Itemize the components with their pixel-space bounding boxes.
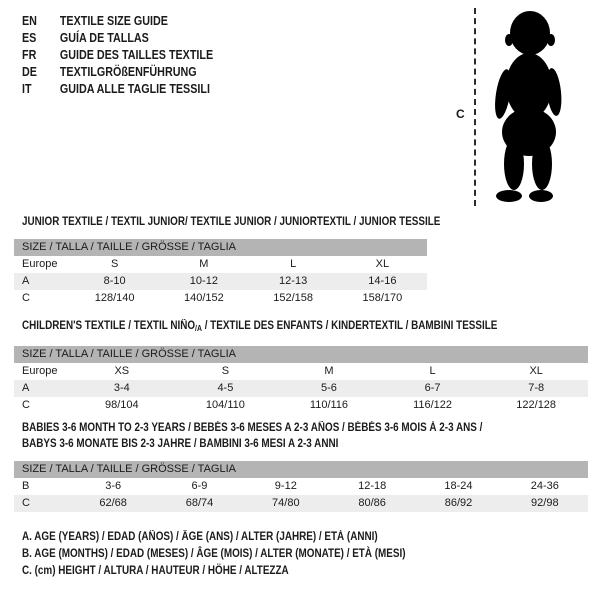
size-cell: 86/92 [444,497,473,509]
row-label: C [22,399,30,411]
size-cell: 6-9 [191,480,208,492]
language-code: FR [22,48,37,62]
language-code: EN [22,14,37,28]
language-row [22,64,213,81]
language-row [22,13,213,30]
size-cell: 8-10 [103,275,126,287]
language-row [22,47,213,64]
table-title: BABIES 3-6 MONTH TO 2-3 YEARS / BEBÉS 3-6 MESES A 2-3 AÑOS / BÉBÉS 3-6 MOIS À 2-3 ANS / BABYS 3-6 MONATE BIS 2-3 JAHRE / BAMBINI 3-6 MESI A 2-3 ANNI [22,422,483,450]
size-cell: XL [375,258,390,270]
size-cell: M [324,365,334,377]
table-rows [14,256,427,307]
size-cell: 92/98 [531,497,559,509]
table-rows [14,478,588,512]
row-label: Europe [22,258,58,270]
language-row [22,30,213,47]
language-code: ES [22,31,37,45]
size-cell: L [290,258,297,270]
guide-title: TEXTILE SIZE GUIDE [59,14,168,28]
size-cell: 6-7 [424,382,441,394]
children-textile-table [14,318,588,414]
size-cell: 3-4 [113,382,130,394]
guide-title: TEXTILGRÖßENFÜHRUNG [59,65,197,79]
footnote-height: C. (cm) HEIGHT / ALTURA / HAUTEUR / HÖHE / ALTEZZA [22,565,289,577]
size-cell: XL [529,365,543,377]
baby-silhouette-icon [484,8,572,206]
footnotes [22,529,406,580]
guide-title: GUIDE DES TAILLES TEXTILE [59,48,214,62]
table-row [14,397,588,414]
size-cell: 128/140 [94,292,135,304]
size-cell: 14-16 [368,275,397,287]
row-label: A [22,275,30,287]
language-code: IT [22,82,32,96]
table-row [14,273,427,290]
size-cell: 5-6 [321,382,337,394]
size-cell: L [429,365,436,377]
table-row [14,290,427,307]
table-row [14,478,588,495]
language-code: DE [22,65,37,79]
guide-title: GUIDA ALLE TAGLIE TESSILI [59,82,210,96]
size-header-bar: SIZE / TALLA / TAILLE / GRÖSSE / TAGLIA [14,461,588,478]
size-cell: 62/68 [99,497,127,509]
language-row [22,81,213,98]
babies-textile-table [14,420,588,512]
size-header-bar: SIZE / TALLA / TAILLE / GRÖSSE / TAGLIA [14,346,588,363]
size-cell: S [221,365,230,377]
language-list [22,13,244,98]
table-title: CHILDREN'S TEXTILE / TEXTIL $NIÑO_{/A}$ / TEXTILE DES ENFANTS / KINDERTEXTIL / BAMBINI TESSILE [22,320,498,333]
size-cell: M [199,258,209,270]
size-cell: 158/170 [362,292,403,304]
size-cell: 12-18 [358,480,387,492]
size-cell: 116/122 [413,399,453,411]
size-cell: 74/80 [272,497,300,509]
table-row [14,256,427,273]
guide-title: GUÍA DE TALLAS [59,31,149,45]
footnote-age-months: B. AGE (MONTHS) / EDAD (MESES) / ÂGE (MOIS) / ALTER (MONATE) / ETÀ (MESI) [22,548,406,560]
table-row [14,380,588,397]
table-row [14,495,588,512]
table-row [14,363,588,380]
size-cell: 10-12 [189,275,218,287]
row-label: A [22,382,30,394]
size-cell: 68/74 [185,497,214,509]
size-cell: 152/158 [273,292,313,304]
row-label: Europe [22,365,58,377]
size-cell: 4-5 [217,382,234,394]
size-cell: XS [114,365,130,377]
size-cell: 140/152 [183,292,224,304]
size-cell: 24-36 [530,480,559,492]
size-cell: 110/116 [309,399,349,411]
size-header-bar: SIZE / TALLA / TAILLE / GRÖSSE / TAGLIA [14,239,427,256]
row-label: B [22,480,30,492]
row-label: C [22,497,30,509]
size-cell: S [110,258,119,270]
table-rows [14,363,588,414]
height-measure-label: C [456,107,465,121]
size-cell: 80/86 [358,497,386,509]
row-label: C [22,292,30,304]
junior-textile-table [14,214,441,307]
size-cell: 9-12 [274,480,297,492]
size-cell: 98/104 [104,399,139,411]
size-cell: 3-6 [105,480,122,492]
size-cell: 104/110 [205,399,245,411]
size-cell: 7-8 [528,382,545,394]
size-cell: 122/128 [516,399,557,411]
size-cell: 12-13 [279,275,308,287]
height-measure-line [474,8,476,206]
table-title: JUNIOR TEXTILE / TEXTIL JUNIOR/ TEXTILE JUNIOR / JUNIORTEXTIL / JUNIOR TESSILE [22,216,441,228]
size-cell: 18-24 [444,480,473,492]
footnote-age-years: A. AGE (YEARS) / EDAD (AÑOS) / ÂGE (ANS) / ALTER (JAHRE) / ETÀ (ANNI) [22,531,378,543]
